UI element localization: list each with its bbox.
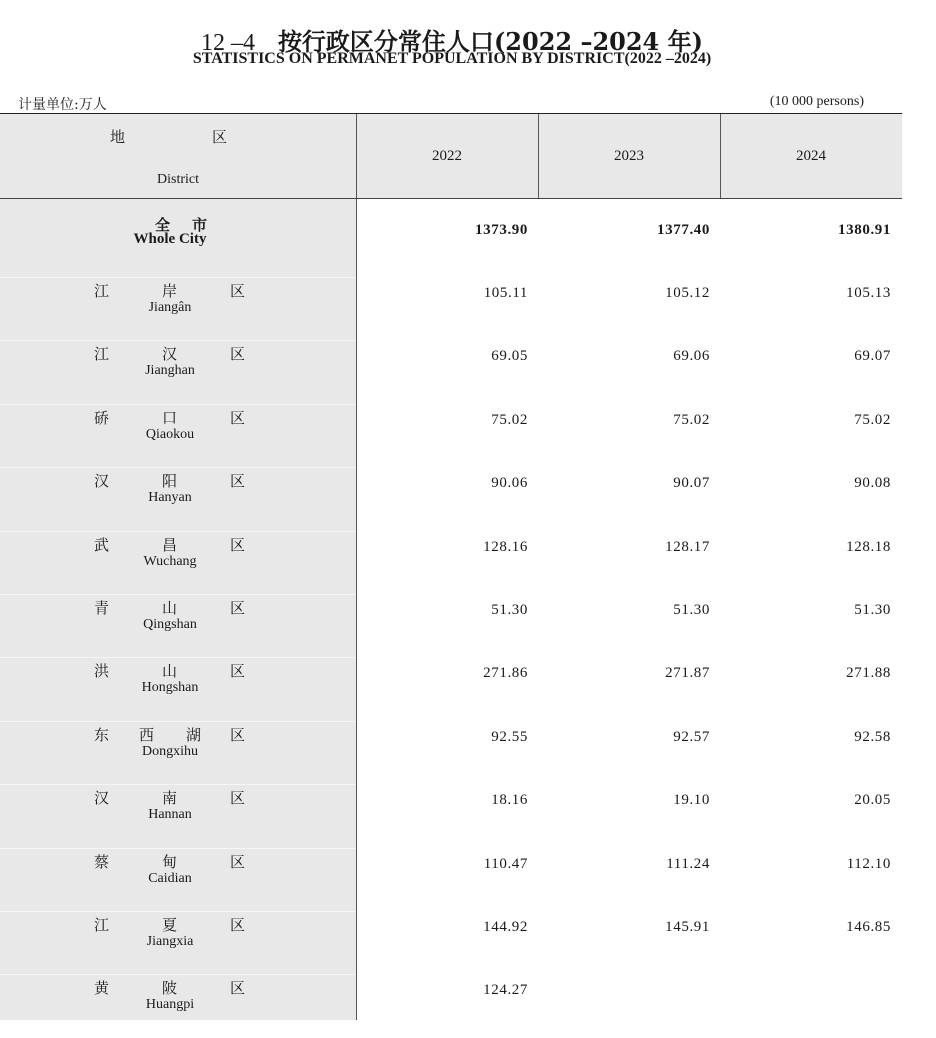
value-2024: 51.30 bbox=[854, 602, 891, 618]
value-2022: 69.05 bbox=[491, 348, 528, 364]
value-2023: 69.06 bbox=[673, 348, 710, 364]
district-name-cn-mid: 昌 bbox=[162, 536, 178, 554]
value-2023: 19.10 bbox=[673, 792, 710, 808]
value-2024: 271.88 bbox=[846, 665, 891, 681]
district-name-en: Qingshan bbox=[143, 617, 197, 632]
district-name-cn-last: 区 bbox=[230, 409, 246, 427]
district-name-cn-first: 江 bbox=[94, 916, 110, 934]
district-name-cn-first: 江 bbox=[94, 345, 110, 363]
district-name-cn-mid: 甸 bbox=[162, 853, 178, 871]
value-2023: 271.87 bbox=[665, 665, 710, 681]
year-header-2022: 2022 bbox=[432, 148, 462, 164]
value-2023: 51.30 bbox=[673, 602, 710, 618]
district-name-en: Qiaokou bbox=[145, 427, 195, 442]
year-header-2023: 2023 bbox=[614, 148, 644, 164]
value-2022: 90.06 bbox=[491, 475, 528, 491]
header-rule bbox=[0, 198, 902, 199]
district-name-cn-mid: 山 bbox=[162, 662, 178, 680]
district-name-cn-first: 汉 bbox=[94, 789, 110, 807]
district-name-cn-last: 区 bbox=[230, 345, 246, 363]
table-row bbox=[0, 468, 902, 531]
value-2022: 92.55 bbox=[491, 729, 528, 745]
table-row bbox=[0, 405, 902, 468]
table-row-total bbox=[0, 214, 902, 277]
district-name-cn-last: 区 bbox=[230, 662, 246, 680]
value-2022: 105.11 bbox=[483, 285, 528, 301]
district-name-en: Jiangxia bbox=[146, 934, 194, 949]
value-2024: 92.58 bbox=[854, 729, 891, 745]
value-2023: 90.07 bbox=[673, 475, 710, 491]
district-name-cn-mid: 口 bbox=[162, 409, 178, 427]
value-2022: 124.27 bbox=[483, 982, 528, 998]
district-name-en: Hongshan bbox=[141, 680, 199, 695]
district-name-cn-first: 汉 bbox=[94, 472, 110, 490]
value-2022: 128.16 bbox=[483, 539, 528, 555]
table-row bbox=[0, 849, 902, 912]
table-row bbox=[0, 912, 902, 975]
total-name-en: Whole City bbox=[133, 231, 207, 247]
district-name-cn-last: 区 bbox=[230, 599, 246, 617]
district-name-cn-mid: 阳 bbox=[162, 472, 178, 490]
value-2023: 111.24 bbox=[666, 856, 710, 872]
population-table bbox=[0, 114, 902, 1020]
table-row bbox=[0, 341, 902, 404]
total-value-2022: 1373.90 bbox=[475, 222, 528, 238]
table-row bbox=[0, 722, 902, 785]
district-name-cn-last: 区 bbox=[230, 979, 246, 997]
district-name-en: Dongxihu bbox=[142, 744, 198, 759]
value-2023: 145.91 bbox=[665, 919, 710, 935]
district-name-cn-mid: 山 bbox=[162, 599, 178, 617]
district-name-en: Jiangân bbox=[148, 300, 192, 315]
value-2023: 105.12 bbox=[665, 285, 710, 301]
district-name-cn-mid: 南 bbox=[162, 789, 178, 807]
value-2022: 75.02 bbox=[491, 412, 528, 428]
value-2022: 51.30 bbox=[491, 602, 528, 618]
district-name-cn-last: 区 bbox=[230, 853, 246, 871]
district-name-cn-last: 区 bbox=[230, 916, 246, 934]
value-2023: 75.02 bbox=[673, 412, 710, 428]
district-name-en: Caidian bbox=[148, 871, 192, 886]
value-2024: 20.05 bbox=[854, 792, 891, 808]
table-row bbox=[0, 658, 902, 721]
district-name-cn-mid: 汉 bbox=[162, 345, 178, 363]
value-2023: 92.57 bbox=[673, 729, 710, 745]
table-row bbox=[0, 785, 902, 848]
district-name-cn-mid2: 湖 bbox=[186, 726, 202, 744]
district-name-cn-first: 洪 bbox=[94, 662, 110, 680]
title-number: 12 –4 bbox=[201, 30, 256, 56]
total-value-2023: 1377.40 bbox=[657, 222, 710, 238]
value-2024: 112.10 bbox=[846, 856, 891, 872]
district-name-cn-mid: 西 bbox=[139, 726, 155, 744]
district-name-cn-first: 江 bbox=[94, 282, 110, 300]
total-name-cn: 全市 bbox=[154, 216, 229, 234]
district-header-en: District bbox=[157, 172, 199, 187]
value-2024: 69.07 bbox=[854, 348, 891, 364]
district-name-cn-mid: 岸 bbox=[162, 282, 178, 300]
value-2024: 146.85 bbox=[846, 919, 891, 935]
table-row bbox=[0, 278, 902, 341]
value-2022: 271.86 bbox=[483, 665, 528, 681]
table-row bbox=[0, 975, 902, 1038]
district-name-cn-last: 区 bbox=[230, 536, 246, 554]
district-name-en: Huangpi bbox=[145, 997, 195, 1012]
value-2022: 144.92 bbox=[483, 919, 528, 935]
total-value-2024: 1380.91 bbox=[838, 222, 891, 238]
district-name-cn-first: 东 bbox=[94, 726, 110, 744]
district-name-cn-first: 硚 bbox=[94, 409, 110, 427]
district-name-cn-first: 蔡 bbox=[94, 853, 110, 871]
value-2024: 75.02 bbox=[854, 412, 891, 428]
page-title-en: STATISTICS ON PERMANET POPULATION BY DISTRICT(2022 –2024) bbox=[192, 50, 712, 67]
value-2024: 128.18 bbox=[846, 539, 891, 555]
district-name-cn-mid: 陂 bbox=[162, 979, 178, 997]
title-text: 按行政区分常住人口 bbox=[277, 27, 494, 56]
table-row bbox=[0, 532, 902, 595]
district-name-en: Hannan bbox=[148, 807, 192, 822]
unit-label-en: (10 000 persons) bbox=[769, 94, 864, 109]
table-row bbox=[0, 595, 902, 658]
value-2023: 128.17 bbox=[665, 539, 710, 555]
title-years: (2022 –2024 年) bbox=[493, 27, 703, 56]
value-2024: 105.13 bbox=[846, 285, 891, 301]
district-name-cn-last: 区 bbox=[230, 282, 246, 300]
district-name-cn-first: 武 bbox=[94, 536, 110, 554]
district-name-cn-last: 区 bbox=[230, 726, 246, 744]
district-name-en: Hanyan bbox=[148, 490, 192, 505]
district-name-cn-first: 青 bbox=[94, 599, 110, 617]
district-name-cn-first: 黄 bbox=[94, 979, 110, 997]
district-header-cn-left: 地 bbox=[110, 128, 126, 146]
unit-label-cn: 计量单位:万人 bbox=[18, 97, 107, 113]
value-2022: 110.47 bbox=[483, 856, 528, 872]
district-name-cn-mid: 夏 bbox=[162, 916, 178, 934]
value-2024: 90.08 bbox=[854, 475, 891, 491]
district-name-cn-last: 区 bbox=[230, 789, 246, 807]
district-name-en: Jianghan bbox=[145, 363, 195, 378]
district-name-en: Wuchang bbox=[143, 554, 197, 569]
year-header-2024: 2024 bbox=[796, 148, 826, 164]
district-name-cn-last: 区 bbox=[230, 472, 246, 490]
district-header-cn-right: 区 bbox=[212, 128, 228, 146]
value-2022: 18.16 bbox=[491, 792, 528, 808]
